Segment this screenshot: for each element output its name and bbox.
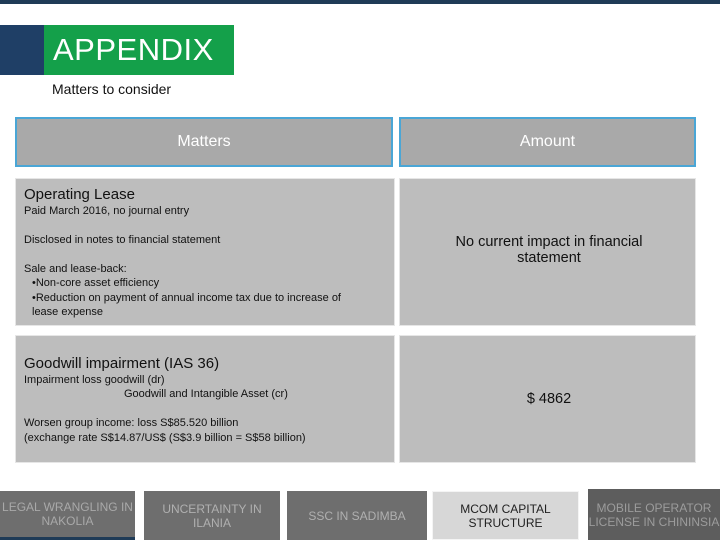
operating-lease-bullet2-cont: lease expense	[32, 306, 103, 318]
nav-mobile-operator-button[interactable]: MOBILE OPERATOR LICENSE IN CHININSIA	[588, 489, 720, 540]
top-border	[0, 0, 720, 4]
nav-legal-wrangling-button[interactable]: LEGAL WRANGLING IN NAKOLIA	[0, 491, 135, 540]
goodwill-line4: (exchange rate S$14.87/US$ (S$3.9 billion = S$58 billion)	[24, 432, 306, 444]
nav-mcom-capital-button[interactable]: MCOM CAPITAL STRUCTURE	[432, 491, 579, 540]
goodwill-panel	[15, 335, 395, 463]
operating-lease-bullet1: •Non-core asset efficiency	[32, 277, 160, 289]
page-title: APPENDIX	[53, 32, 214, 67]
operating-lease-line1: Paid March 2016, no journal entry	[24, 205, 190, 217]
title-banner	[44, 25, 234, 75]
operating-lease-amount: No current impact in financial statement	[455, 234, 643, 266]
goodwill-amount-panel	[399, 335, 696, 463]
operating-lease-amount-panel	[399, 178, 696, 326]
operating-lease-bullet2: •Reduction on payment of annual income tax due to increase of	[32, 292, 341, 304]
page-subtitle: Matters to consider	[52, 81, 172, 97]
title-accent-block	[0, 25, 44, 75]
nav-ssc-button[interactable]: SSC IN SADIMBA	[287, 491, 427, 540]
operating-lease-panel	[15, 178, 395, 326]
operating-lease-line3: Sale and lease-back:	[24, 263, 127, 275]
goodwill-amount: $ 4862	[526, 391, 572, 407]
matters-header: Matters	[15, 117, 393, 167]
goodwill-heading: Goodwill impairment (IAS 36)	[24, 355, 220, 372]
goodwill-line1: Impairment loss goodwill (dr)	[24, 374, 165, 386]
amount-header: Amount	[399, 117, 696, 167]
operating-lease-line2: Disclosed in notes to financial statement	[24, 234, 221, 246]
goodwill-line2: Goodwill and Intangible Asset (cr)	[124, 388, 288, 400]
nav-uncertainty-button[interactable]: UNCERTAINTY IN ILANIA	[144, 491, 280, 540]
operating-lease-heading: Operating Lease	[24, 186, 135, 203]
goodwill-line3: Worsen group income: loss S$85.520 billion	[24, 417, 239, 429]
